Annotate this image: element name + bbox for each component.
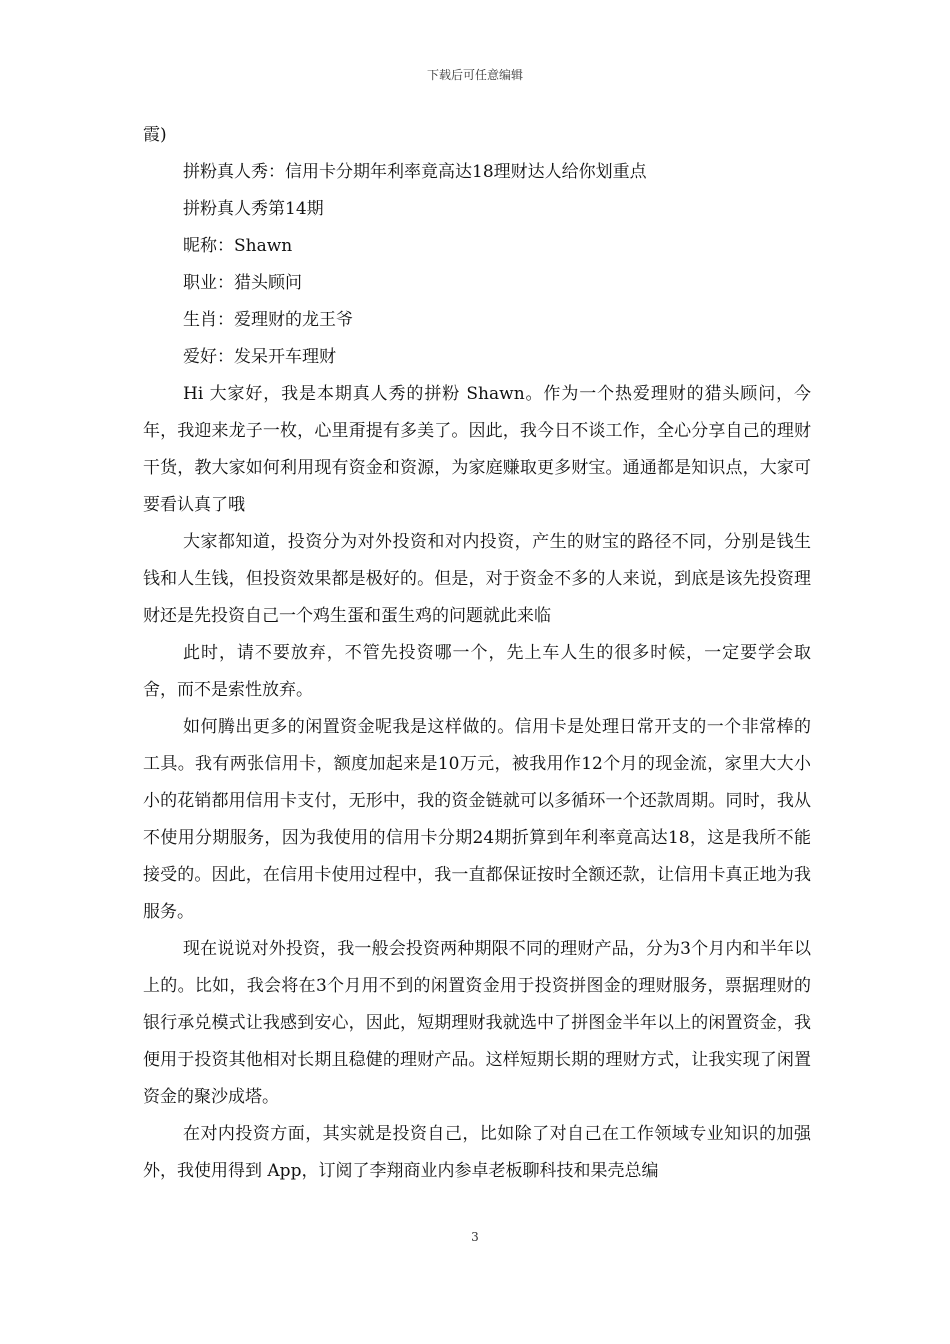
paragraph-credit-card: 如何腾出更多的闲置资金呢我是这样做的。信用卡是处理日常开支的一个非常棒的工具。我有两张信用卡，额度加起来是10万元，被我用作12个月的现金流，家里大大小小的花销都用信用卡支付，无形中，我的资金链就可以多循环一个还款周期。同时，我从不使用分期服务，因为我使用的信用卡分期24期折算到年利率竟高达18，这是我所不能接受的。因此，在信用卡使用过程中，我一直都保证按时全额还款，让信用卡真正地为我服务。 xyxy=(143,717,811,922)
paragraph-continuation: 霞) xyxy=(143,125,167,145)
paragraph-internal-investment: 在对内投资方面，其实就是投资自己，比如除了对自己在工作领域专业知识的加强外，我使用得到 App，订阅了李翔商业内参卓老板聊科技和果壳总编 xyxy=(143,1124,811,1181)
paragraph-intro: Hi 大家好，我是本期真人秀的拼粉 Shawn。作为一个热爱理财的猎头顾问，今年，我迎来龙子一枚，心里甭提有多美了。因此，我今日不谈工作，全心分享自己的理财干货，教大家如何利用现有资金和资源，为家庭赚取更多财宝。通通都是知识点，大家可要看认真了哦 xyxy=(143,384,811,515)
profile-hobby: 爱好：发呆开车理财 xyxy=(183,347,336,367)
issue-line: 拼粉真人秀第14期 xyxy=(183,199,324,219)
profile-zodiac: 生肖：爱理财的龙王爷 xyxy=(183,310,353,330)
paragraph-dont-give-up: 此时，请不要放弃，不管先投资哪一个，先上车人生的很多时候，一定要学会取舍，而不是索性放弃。 xyxy=(143,643,811,700)
page-number: 3 xyxy=(471,1230,479,1244)
paragraph-external-investment: 现在说说对外投资，我一般会投资两种期限不同的理财产品，分为3个月内和半年以上的。比如，我会将在3个月用不到的闲置资金用于投资拼图金的理财服务，票据理财的银行承兑模式让我感到安心，因此，短期理财我就选中了拼图金半年以上的闲置资金，我便用于投资其他相对长期且稳健的理财产品。这样短期长期的理财方式，让我实现了闲置资金的聚沙成塔。 xyxy=(143,939,811,1107)
article-title: 拼粉真人秀：信用卡分期年利率竟高达18理财达人给你划重点 xyxy=(183,162,647,182)
paragraph-investment-types: 大家都知道，投资分为对外投资和对内投资，产生的财宝的路径不同，分别是钱生钱和人生钱，但投资效果都是极好的。但是，对于资金不多的人来说，到底是该先投资理财还是先投资自己一个鸡生蛋和蛋生鸡的问题就此来临 xyxy=(143,532,811,626)
document-body xyxy=(143,117,811,1190)
profile-occupation: 职业：猎头顾问 xyxy=(183,273,302,293)
profile-nickname: 昵称：Shawn xyxy=(183,236,293,256)
page-header: 下载后可任意编辑 xyxy=(426,68,523,82)
